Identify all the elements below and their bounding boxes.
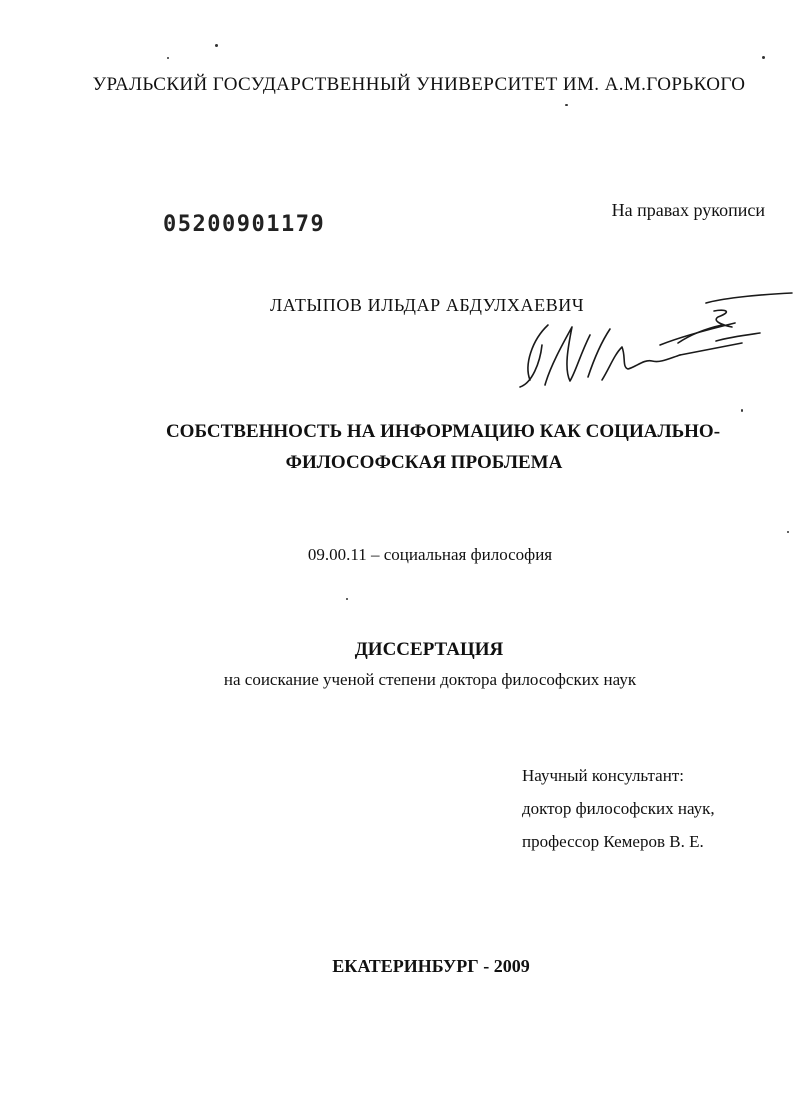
archive-number: 05200901179 bbox=[163, 212, 326, 237]
scan-speck bbox=[346, 598, 348, 600]
dissertation-title-line-1: СОБСТВЕННОСТЬ НА ИНФОРМАЦИЮ КАК СОЦИАЛЬНО- bbox=[165, 421, 721, 442]
manuscript-rights-note: На правах рукописи bbox=[611, 200, 765, 220]
scan-speck bbox=[762, 56, 765, 59]
specialty-code: 09.00.11 – социальная философия bbox=[307, 545, 553, 564]
consultant-role: Научный консультант: bbox=[522, 766, 684, 785]
scan-speck bbox=[787, 531, 789, 533]
city-year: ЕКАТЕРИНБУРГ - 2009 bbox=[332, 956, 530, 976]
author-name: ЛАТЫПОВ ИЛЬДАР АБДУЛХАЕВИЧ bbox=[270, 295, 585, 315]
handwritten-signature bbox=[510, 285, 795, 395]
scan-speck bbox=[167, 57, 169, 59]
scan-speck bbox=[565, 104, 568, 106]
document-type: ДИССЕРТАЦИЯ bbox=[354, 639, 504, 660]
scan-speck bbox=[741, 409, 743, 412]
consultant-name: профессор Кемеров В. Е. bbox=[522, 832, 704, 851]
degree-purpose: на соискание ученой степени доктора философских наук bbox=[223, 670, 637, 689]
university-name: УРАЛЬСКИЙ ГОСУДАРСТВЕННЫЙ УНИВЕРСИТЕТ ИМ. А.М.ГОРЬКОГО bbox=[92, 74, 746, 95]
consultant-degree: доктор философских наук, bbox=[522, 799, 715, 818]
dissertation-title-line-2: ФИЛОСОФСКАЯ ПРОБЛЕМА bbox=[285, 452, 563, 473]
scan-speck bbox=[215, 44, 218, 47]
